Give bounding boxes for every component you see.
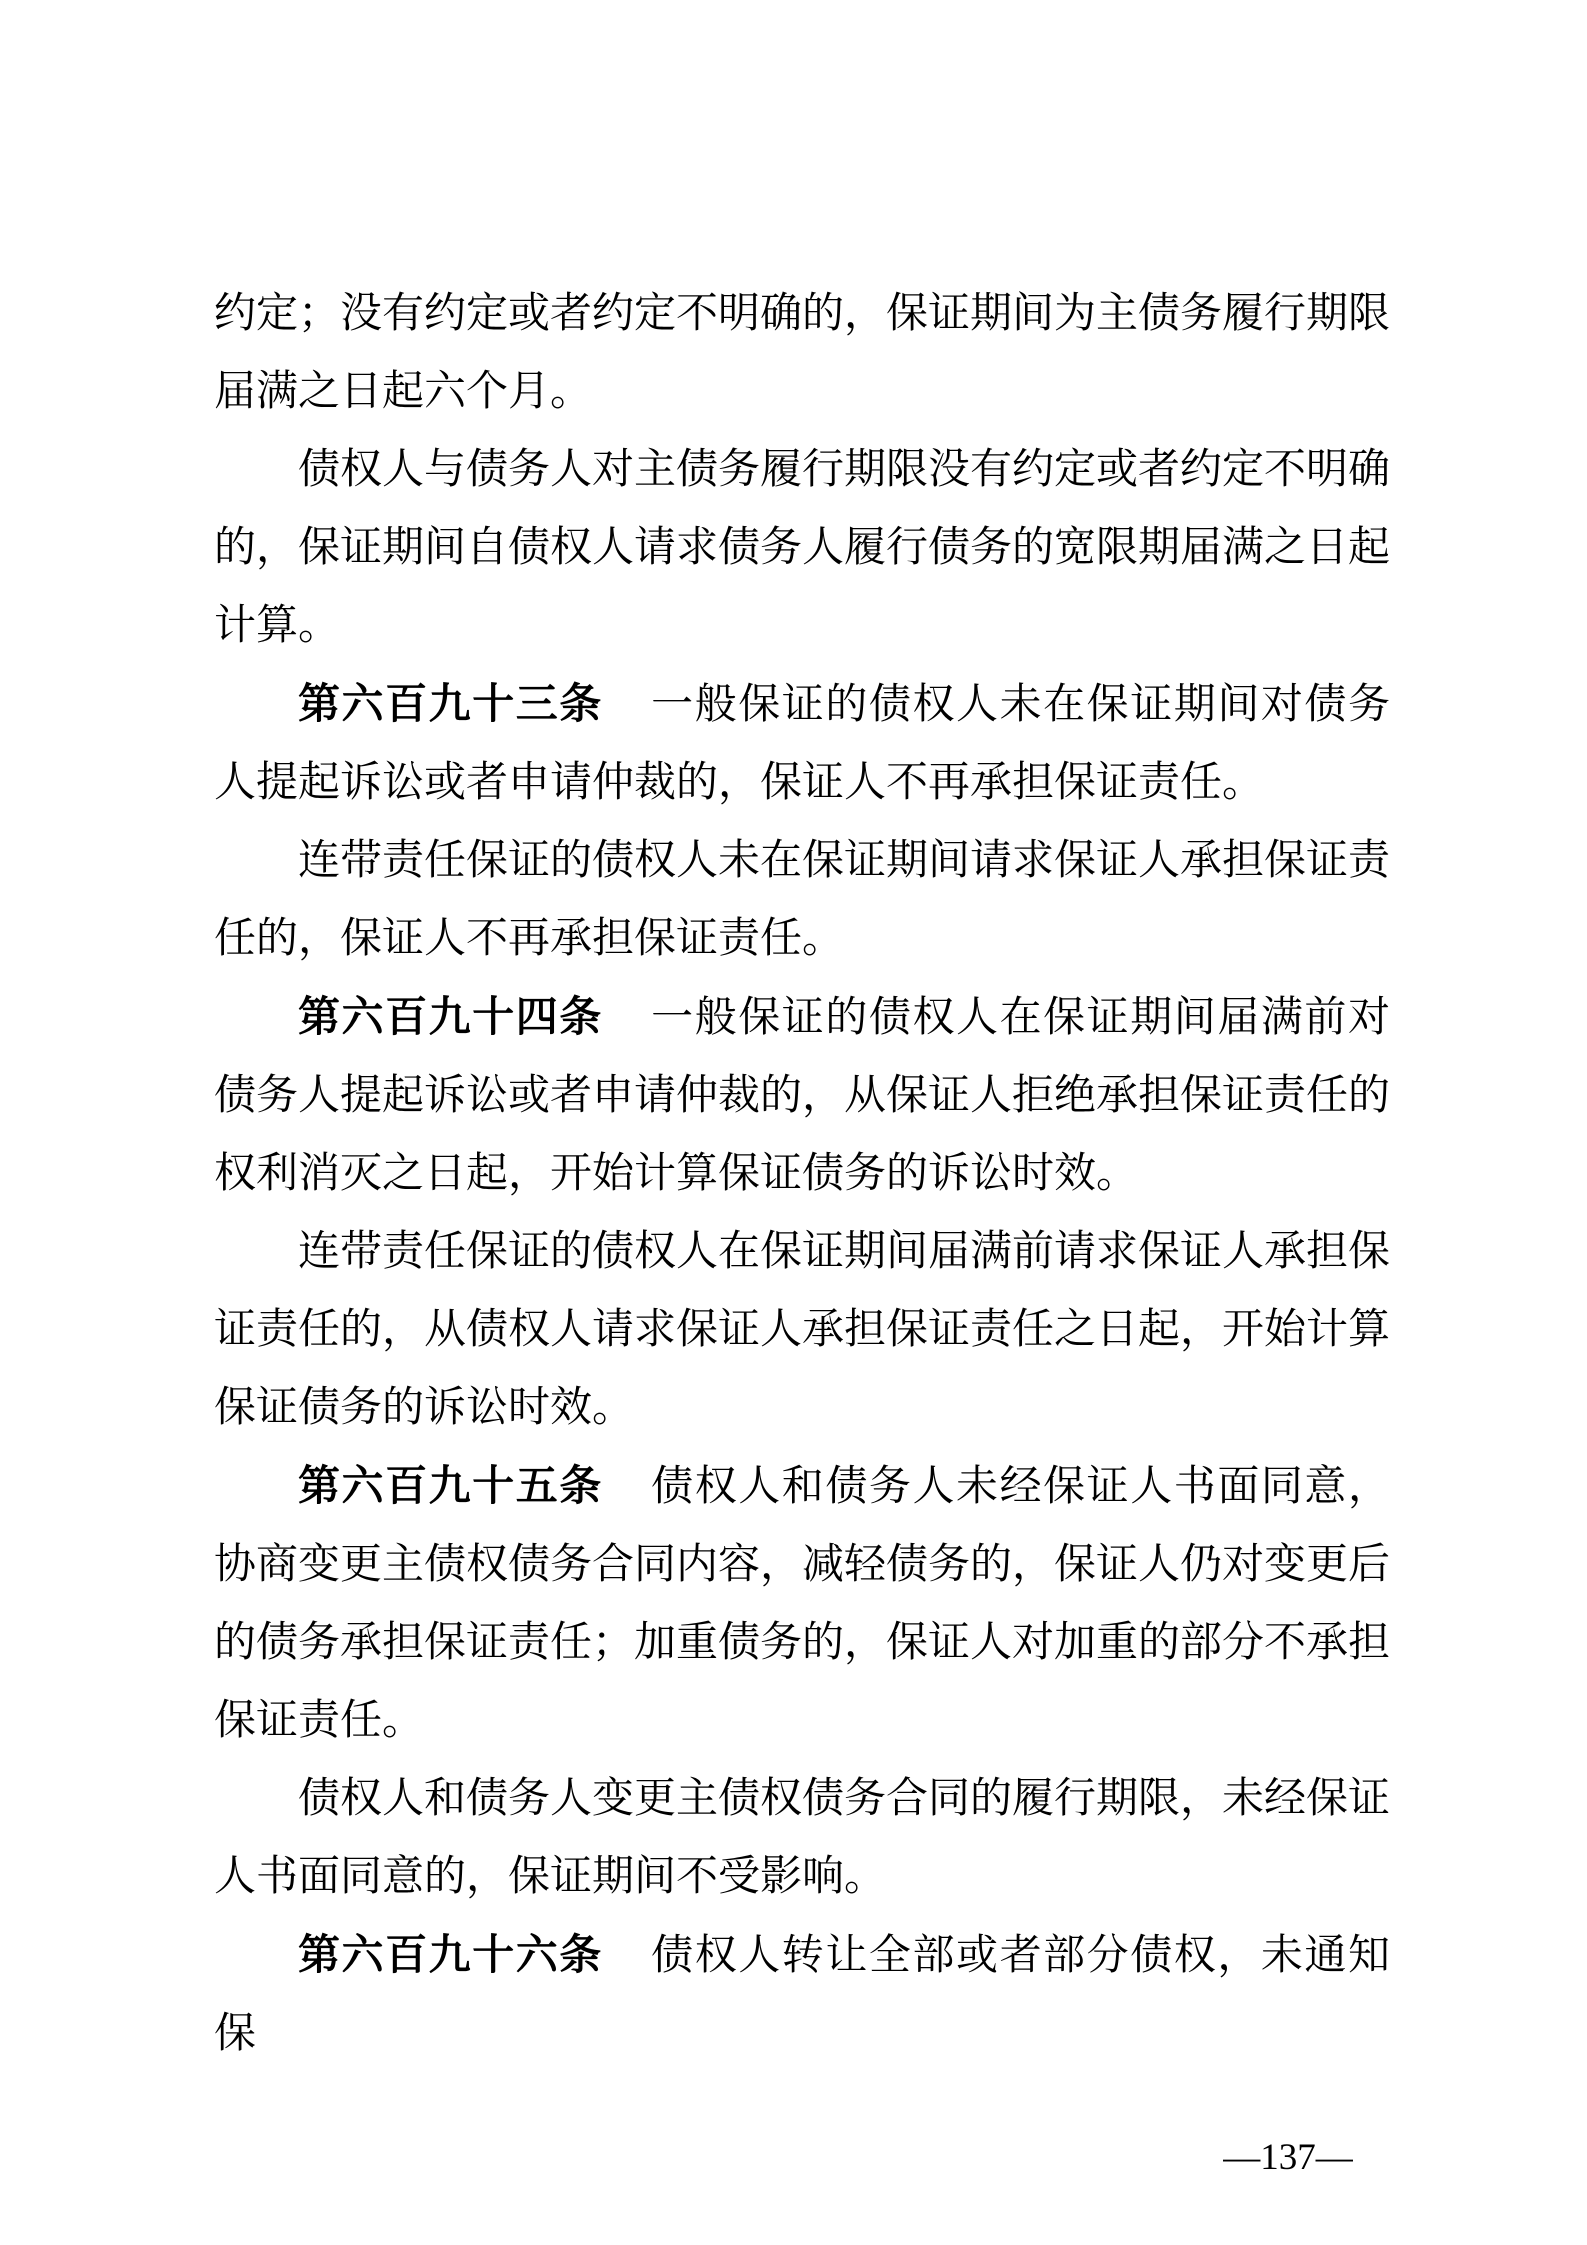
document-body	[214, 275, 1390, 2073]
paragraph: 连带责任保证的债权人在保证期间届满前请求保证人承担保证责任的，从债权人请求保证人承担保证责任之日起，开始计算保证债务的诉讼时效。	[214, 1229, 1391, 1431]
article-paragraph: 第六百九十六条 债权人转让全部或者部分债权，未通知保	[214, 1931, 1390, 2057]
paragraph: 连带责任保证的债权人未在保证期间请求保证人承担保证责任的，保证人不再承担保证责任。	[214, 838, 1391, 962]
article-paragraph: 第六百九十三条 一般保证的债权人未在保证期间对债务人提起诉讼或者申请仲裁的，保证人不再承担保证责任。	[214, 680, 1390, 806]
article-number: 第六百九十三条	[298, 680, 603, 727]
page-number: —137—	[1223, 2137, 1353, 2178]
article-number: 第六百九十六条	[298, 1931, 603, 1978]
paragraph: 债权人与债务人对主债务履行期限没有约定或者约定不明确的，保证期间自债权人请求债务人履行债务的宽限期届满之日起计算。	[214, 447, 1391, 649]
paragraph: 约定；没有约定或者约定不明确的，保证期间为主债务履行期限届满之日起六个月。	[214, 291, 1391, 415]
article-number: 第六百九十五条	[298, 1462, 603, 1509]
paragraph: 债权人和债务人变更主债权债务合同的履行期限，未经保证人书面同意的，保证期间不受影响。	[214, 1776, 1391, 1900]
article-paragraph: 第六百九十五条 债权人和债务人未经保证人书面同意，协商变更主债权债务合同内容，减轻债务的，保证人仍对变更后的债务承担保证责任；加重债务的，保证人对加重的部分不承担保证责任。	[214, 1462, 1391, 1744]
article-paragraph: 第六百九十四条 一般保证的债权人在保证期间届满前对债务人提起诉讼或者申请仲裁的，从保证人拒绝承担保证责任的权利消灭之日起，开始计算保证债务的诉讼时效。	[214, 993, 1391, 1197]
article-number: 第六百九十四条	[298, 993, 603, 1040]
